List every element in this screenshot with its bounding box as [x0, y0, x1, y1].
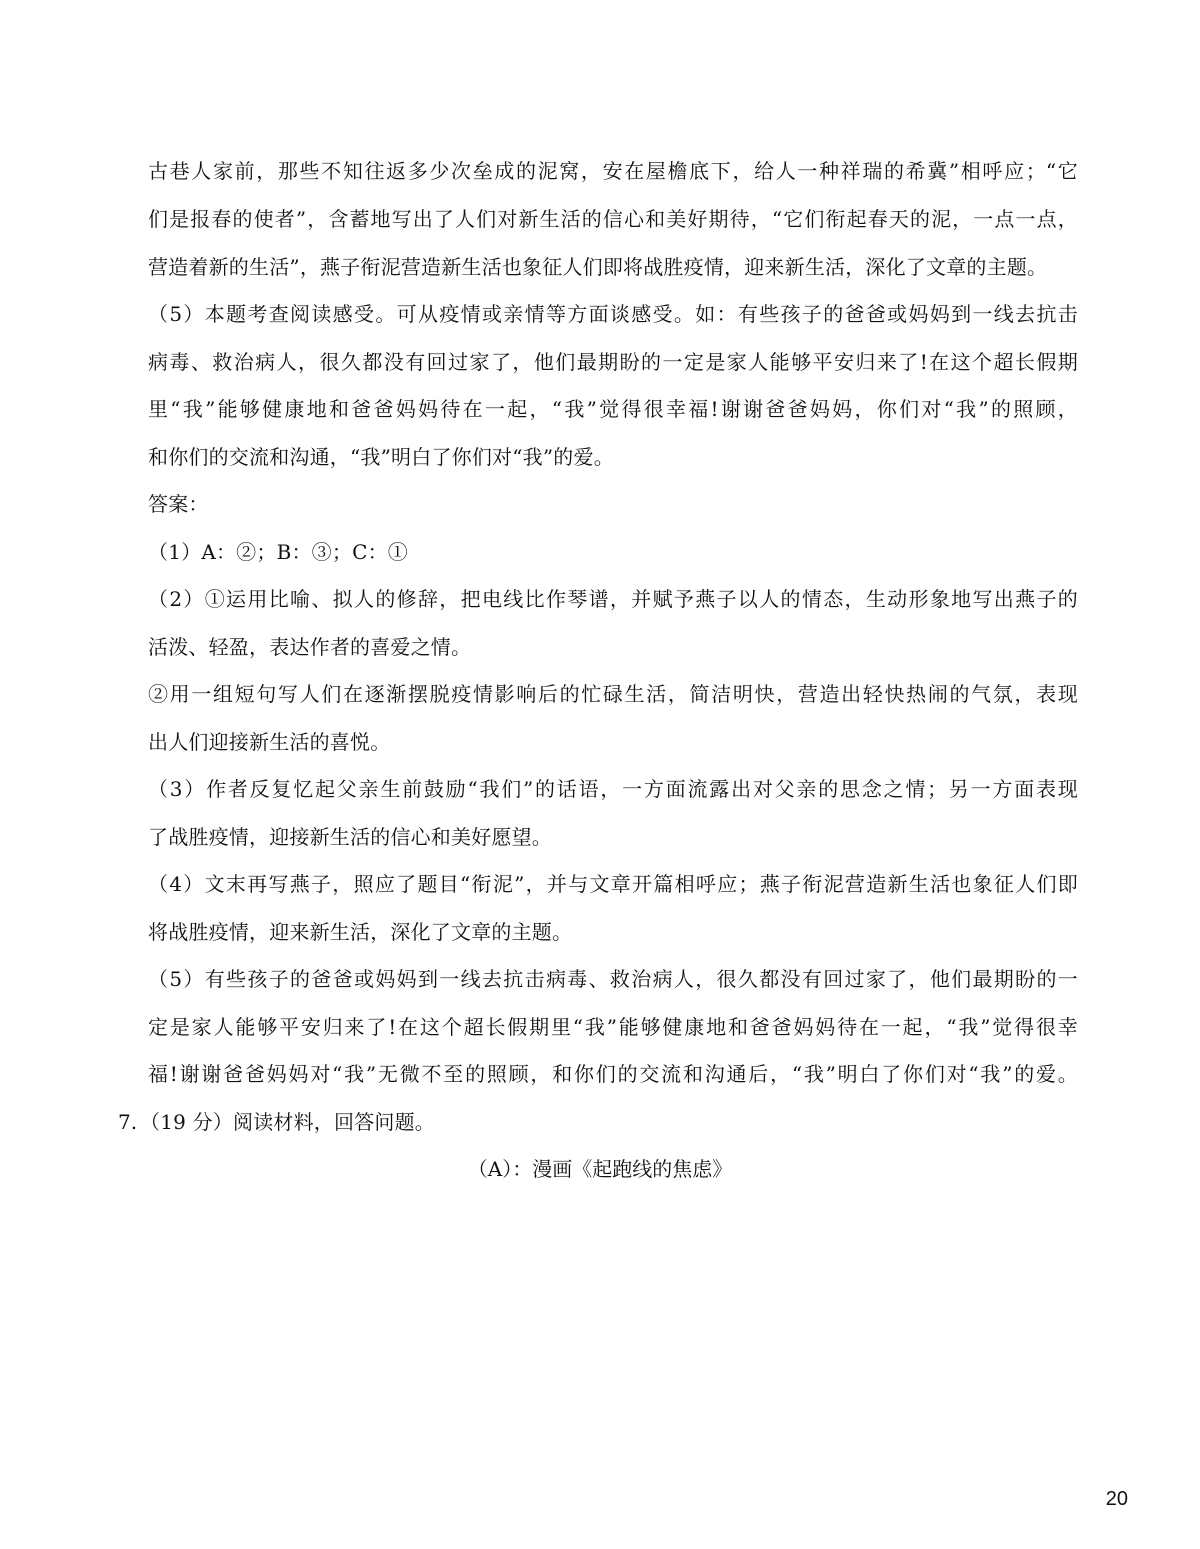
material-a-caption: （A）：漫画《起跑线的焦虑》	[467, 1157, 733, 1181]
explanation-4-line-2: 们是报春的使者”，含蓄地写出了人们对新生活的信心和美好期待，“它们衔起春天的泥，一点一点，	[148, 207, 1078, 231]
explanation-4-line-1: 古巷人家前，那些不知往返多少次垒成的泥窝，安在屋檐底下，给人一种祥瑞的希冀”相呼应；“它	[148, 159, 1078, 183]
question-7-prompt: （19 分）阅读材料，回答问题。	[140, 1110, 436, 1134]
page-number: 20	[1105, 1488, 1128, 1510]
answer-2-line-4: 出人们迎接新生活的喜悦。	[148, 730, 391, 754]
answer-2-line-3: ②用一组短句写人们在逐渐摆脱疫情影响后的忙碌生活，简洁明快，营造出轻快热闹的气氛，表现	[148, 682, 1078, 706]
explanation-4-line-3: 营造着新的生活”，燕子衔泥营造新生活也象征人们即将战胜疫情，迎来新生活，深化了文章的主题。	[148, 255, 1048, 279]
answer-label: 答案：	[148, 492, 209, 516]
answer-5-line-3: 福!谢谢爸爸妈妈对“我”无微不至的照顾，和你们的交流和沟通后，“我”明白了你们对“我”的爱。	[148, 1062, 1078, 1086]
answer-3-line-1: （3）作者反复忆起父亲生前鼓励“我们”的话语，一方面流露出对父亲的思念之情；另一方面表现	[148, 777, 1078, 801]
answer-4-line-2: 将战胜疫情，迎来新生活，深化了文章的主题。	[148, 920, 573, 944]
question-7-number: 7.	[118, 1110, 138, 1134]
explanation-5-line-2: 病毒、救治病人，很久都没有回过家了，他们最期盼的一定是家人能够平安归来了!在这个超长假期	[148, 350, 1078, 374]
answer-2-line-2: 活泼、轻盈，表达作者的喜爱之情。	[148, 635, 472, 659]
answer-2-line-1: （2）①运用比喻、拟人的修辞，把电线比作琴谱，并赋予燕子以人的情态，生动形象地写出燕子的	[148, 587, 1078, 611]
answer-3-line-2: 了战胜疫情，迎接新生活的信心和美好愿望。	[148, 825, 552, 849]
answer-1: （1）A：②；B：③；C：①	[148, 540, 408, 564]
answer-4-line-1: （4）文末再写燕子，照应了题目“衔泥”，并与文章开篇相呼应；燕子衔泥营造新生活也象征人们即	[148, 872, 1078, 896]
explanation-5-line-4: 和你们的交流和沟通，“我”明白了你们对“我”的爱。	[148, 445, 614, 469]
explanation-5-line-3: 里“我”能够健康地和爸爸妈妈待在一起，“我”觉得很幸福!谢谢爸爸妈妈，你们对“我”的照顾，	[148, 397, 1078, 421]
explanation-5-line-1: （5）本题考查阅读感受。可从疫情或亲情等方面谈感受。如：有些孩子的爸爸或妈妈到一线去抗击	[148, 302, 1078, 326]
answer-5-line-2: 定是家人能够平安归来了!在这个超长假期里“我”能够健康地和爸爸妈妈待在一起，“我”觉得很幸	[148, 1015, 1078, 1039]
answer-5-line-1: （5）有些孩子的爸爸或妈妈到一线去抗击病毒、救治病人，很久都没有回过家了，他们最期盼的一	[148, 967, 1078, 991]
